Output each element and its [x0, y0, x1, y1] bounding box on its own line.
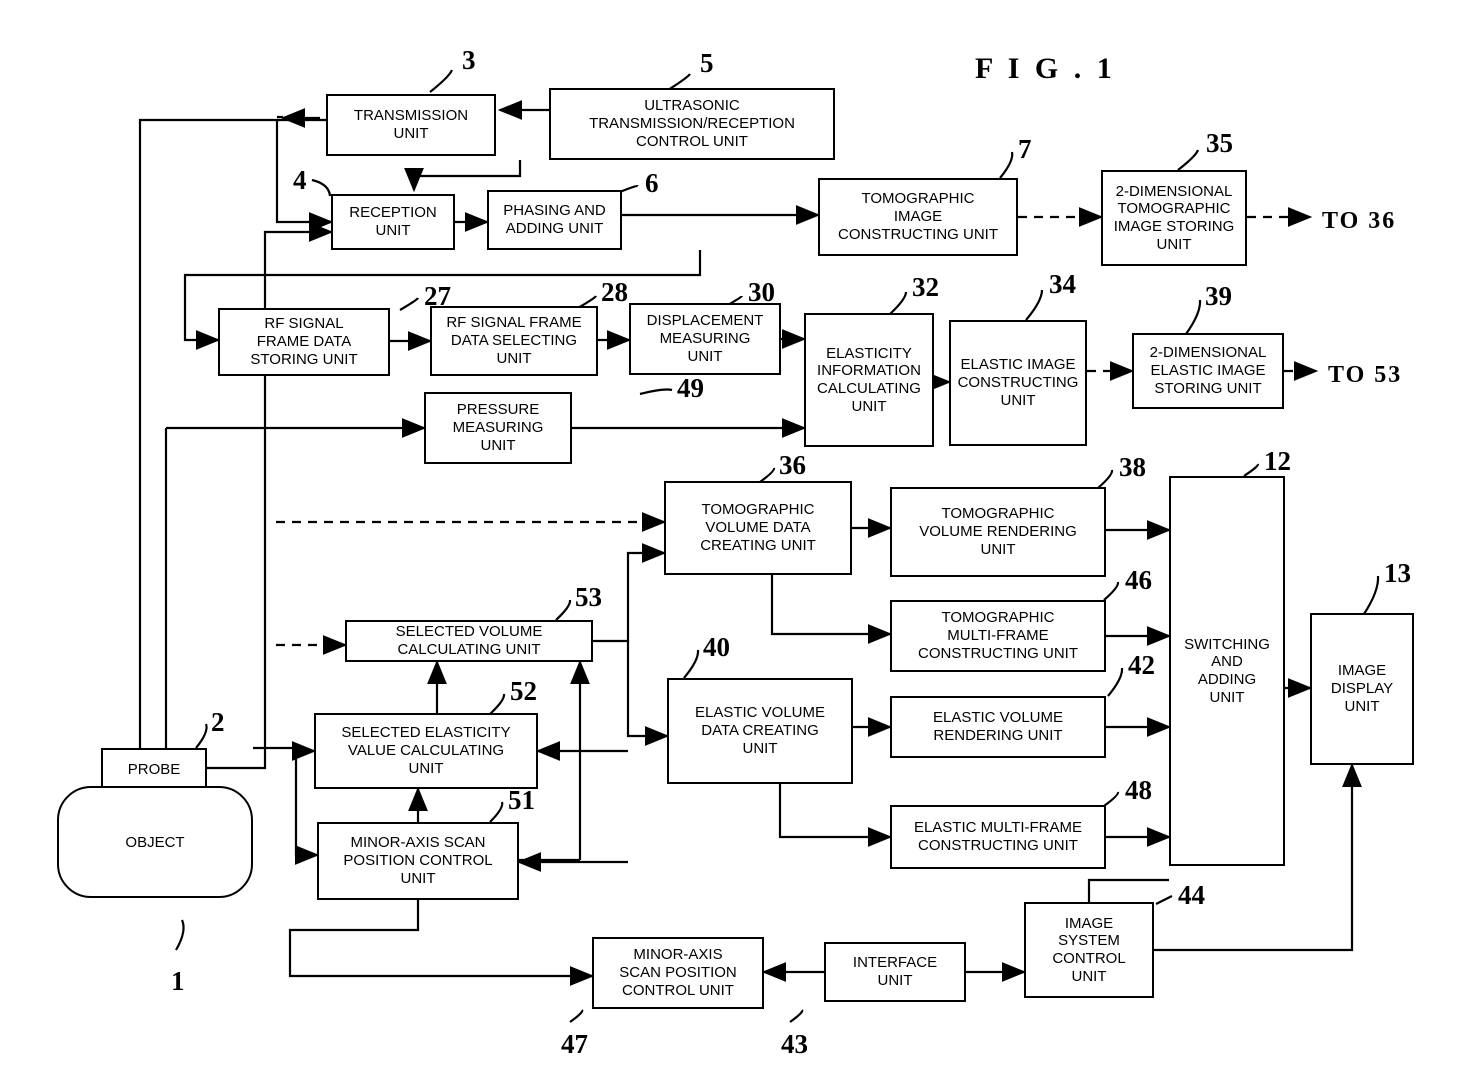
reference-numeral: 5: [700, 48, 714, 78]
reference-numeral: 1: [171, 966, 185, 996]
block-b39: [1132, 333, 1284, 409]
block-label: TRANSMISSION UNIT: [353, 107, 469, 142]
block-probe: [101, 748, 207, 790]
block-b40: [667, 678, 853, 784]
block-label: SELECTED ELASTICITY VALUE CALCULATING UNIT: [341, 724, 511, 777]
block-label: RF SIGNAL FRAME DATA STORING UNIT: [250, 315, 358, 368]
reference-numeral: 40: [703, 632, 730, 662]
block-label: MINOR-AXIS SCAN POSITION CONTROL UNIT: [619, 946, 737, 999]
reference-numeral: 4: [293, 165, 307, 195]
reference-numeral: 13: [1384, 558, 1411, 588]
block-label: ELASTIC VOLUME RENDERING UNIT: [932, 709, 1064, 744]
block-b46: [890, 600, 1106, 672]
block-b3: [326, 94, 496, 156]
block-label: DISPLACEMENT MEASURING UNIT: [646, 312, 764, 365]
block-b6: [487, 190, 622, 250]
reference-numeral: 49: [677, 373, 704, 403]
block-b12: [1169, 476, 1285, 866]
block-b27: [218, 308, 390, 376]
block-b36: [664, 481, 852, 575]
reference-numeral: 42: [1128, 650, 1155, 680]
block-b44: [1024, 902, 1154, 998]
block-b38: [890, 487, 1106, 577]
block-b35: [1101, 170, 1247, 266]
block-label: RF SIGNAL FRAME DATA SELECTING UNIT: [446, 314, 582, 367]
block-b32: [804, 313, 934, 447]
block-label: RECEPTION UNIT: [349, 204, 437, 239]
block-object: [57, 786, 253, 898]
block-label: ULTRASONIC TRANSMISSION/RECEPTION CONTROL UNIT: [589, 97, 795, 150]
block-b52: [314, 713, 538, 789]
reference-numeral: 32: [912, 272, 939, 302]
block-label: SELECTED VOLUME CALCULATING UNIT: [395, 623, 543, 658]
block-b4: [331, 194, 455, 250]
block-label: TOMOGRAPHIC VOLUME RENDERING UNIT: [919, 505, 1077, 558]
block-label: TOMOGRAPHIC IMAGE CONSTRUCTING UNIT: [838, 190, 998, 243]
block-label: 2-DIMENSIONAL TOMOGRAPHIC IMAGE STORING UNIT: [1113, 182, 1235, 253]
reference-numeral: 3: [462, 45, 476, 75]
reference-numeral: 30: [748, 277, 775, 307]
block-b28: [430, 306, 598, 376]
reference-numeral: 28: [601, 277, 628, 307]
block-b48: [890, 805, 1106, 869]
reference-numeral: 44: [1178, 880, 1205, 910]
block-label: SWITCHING AND ADDING UNIT: [1184, 635, 1270, 706]
reference-numeral: 7: [1018, 134, 1032, 164]
reference-numeral: 36: [779, 450, 806, 480]
block-label: PRESSURE MEASURING UNIT: [452, 401, 544, 454]
block-label: ELASTICITY INFORMATION CALCULATING UNIT: [817, 344, 921, 415]
block-b30: [629, 303, 781, 375]
external-reference-label: TO 53: [1328, 362, 1403, 388]
reference-numeral: 51: [508, 785, 535, 815]
reference-numeral: 47: [561, 1029, 588, 1059]
block-label: MINOR-AXIS SCAN POSITION CONTROL UNIT: [343, 834, 493, 887]
reference-numeral: 53: [575, 582, 602, 612]
block-label: ELASTIC VOLUME DATA CREATING UNIT: [694, 704, 826, 757]
block-label: TOMOGRAPHIC VOLUME DATA CREATING UNIT: [700, 501, 816, 554]
reference-numeral: 43: [781, 1029, 808, 1059]
reference-numeral: 27: [424, 281, 451, 311]
block-label: IMAGE DISPLAY UNIT: [1330, 662, 1394, 715]
block-label: TOMOGRAPHIC MULTI-FRAME CONSTRUCTING UNIT: [918, 609, 1078, 662]
reference-numeral: 34: [1049, 269, 1076, 299]
block-b53: [345, 620, 593, 662]
block-b43: [824, 942, 966, 1002]
block-label: OBJECT: [125, 833, 185, 851]
reference-numeral: 12: [1264, 446, 1291, 476]
block-b51: [317, 822, 519, 900]
reference-numeral: 35: [1206, 128, 1233, 158]
block-b34: [949, 320, 1087, 446]
block-label: ELASTIC IMAGE CONSTRUCTING UNIT: [957, 356, 1079, 409]
block-b49: [424, 392, 572, 464]
block-label: ELASTIC MULTI-FRAME CONSTRUCTING UNIT: [913, 819, 1083, 854]
external-reference-label: TO 36: [1322, 208, 1397, 234]
reference-numeral: 39: [1205, 281, 1232, 311]
reference-numeral: 38: [1119, 452, 1146, 482]
block-label: IMAGE SYSTEM CONTROL UNIT: [1052, 914, 1126, 985]
block-label: INTERFACE UNIT: [852, 954, 938, 989]
block-label: 2-DIMENSIONAL ELASTIC IMAGE STORING UNIT: [1149, 344, 1267, 397]
block-b5: [549, 88, 835, 160]
block-b47: [592, 937, 764, 1009]
reference-numeral: 48: [1125, 775, 1152, 805]
reference-numeral: 2: [211, 707, 225, 737]
block-label: PROBE: [127, 760, 181, 778]
reference-numeral: 46: [1125, 565, 1152, 595]
block-b13: [1310, 613, 1414, 765]
reference-numeral: 52: [510, 676, 537, 706]
reference-numeral: 6: [645, 168, 659, 198]
block-b42: [890, 696, 1106, 758]
figure-title: F I G . 1: [975, 52, 1116, 85]
block-b7: [818, 178, 1018, 256]
block-label: PHASING AND ADDING UNIT: [503, 202, 606, 237]
